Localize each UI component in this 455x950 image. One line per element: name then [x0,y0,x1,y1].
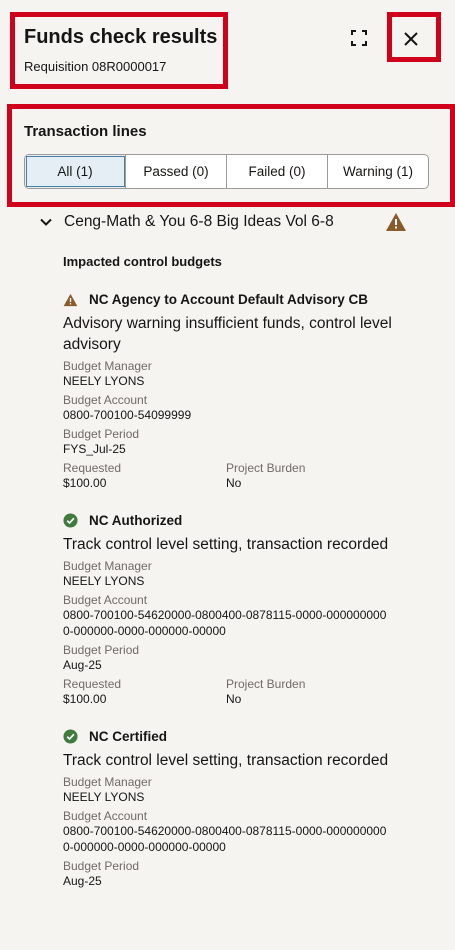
budget-manager-label: Budget Manager [63,359,152,373]
budget-period-value: Aug-25 [63,658,102,672]
budget-period-label: Budget Period [63,427,140,441]
highlight-header-title [10,12,228,89]
budget-manager-label: Budget Manager [63,775,152,789]
requested-label: Requested [63,461,122,475]
project-burden-label: Project Burden [226,461,306,475]
budget-message: Track control level setting, transaction recorded [63,536,389,553]
project-burden-value: No [226,692,242,706]
panel-subtitle: Requisition 08R0000017 [24,59,167,74]
tab-failed[interactable]: Failed (0) [227,155,328,188]
close-button[interactable] [397,25,425,53]
budget-item [63,513,393,707]
budget-message: Advisory warning insufficient funds, control level advisory [63,315,392,353]
transaction-lines-title: Transaction lines [24,123,147,140]
budget-period-value: FYS_Jul-25 [63,442,126,456]
budget-item [63,292,393,491]
budget-name: NC Agency to Account Default Advisory CB [89,292,369,307]
requested-value: $100.00 [63,476,107,490]
budget-period-label: Budget Period [63,643,140,657]
requested-label: Requested [63,677,122,691]
chevron-down-icon [38,214,54,230]
budget-account-value: 0800-700100-54099999 [63,408,192,422]
budget-name: NC Authorized [89,513,183,528]
budget-account-label: Budget Account [63,593,148,607]
budget-account-value: 0800-700100-54620000-0800400-0878115-0000-0000000000-000000-0000-000000-00000 [63,608,387,638]
warning-icon [385,212,407,232]
budget-message: Track control level setting, transaction recorded [63,752,389,769]
tab-all[interactable]: All (1) [25,155,126,188]
budget-manager-value: NEELY LYONS [63,574,145,588]
warning-icon [63,293,78,307]
budget-manager-label: Budget Manager [63,559,152,573]
project-burden-value: No [226,476,242,490]
budget-period-value: Aug-25 [63,874,102,888]
tab-passed[interactable]: Passed (0) [126,155,227,188]
budget-manager-value: NEELY LYONS [63,790,145,804]
expand-icon [350,29,368,47]
budget-period-label: Budget Period [63,859,140,873]
budget-item [63,729,393,889]
check-circle-icon [63,513,78,528]
budget-account-value: 0800-700100-54620000-0800400-0878115-0000-0000000000-000000-0000-000000-00000 [63,824,387,854]
project-burden-label: Project Burden [226,677,306,691]
tab-warning[interactable]: Warning (1) [342,164,414,179]
budget-account-label: Budget Account [63,393,148,407]
requested-value: $100.00 [63,692,107,706]
panel-title: Funds check results [24,26,218,48]
budget-list [63,292,393,911]
transaction-line-toggle[interactable] [38,211,410,233]
check-circle-icon [63,729,78,744]
close-icon [403,31,419,47]
budget-name: NC Certified [89,729,168,744]
transaction-line-name: Ceng-Math & You 6-8 Big Ideas Vol 6-8 [64,213,334,230]
transaction-filter-tabs [24,154,429,189]
expand-button[interactable] [346,25,372,51]
impacted-budgets-title: Impacted control budgets [63,254,222,269]
budget-manager-value: NEELY LYONS [63,374,145,388]
budget-account-label: Budget Account [63,809,148,823]
